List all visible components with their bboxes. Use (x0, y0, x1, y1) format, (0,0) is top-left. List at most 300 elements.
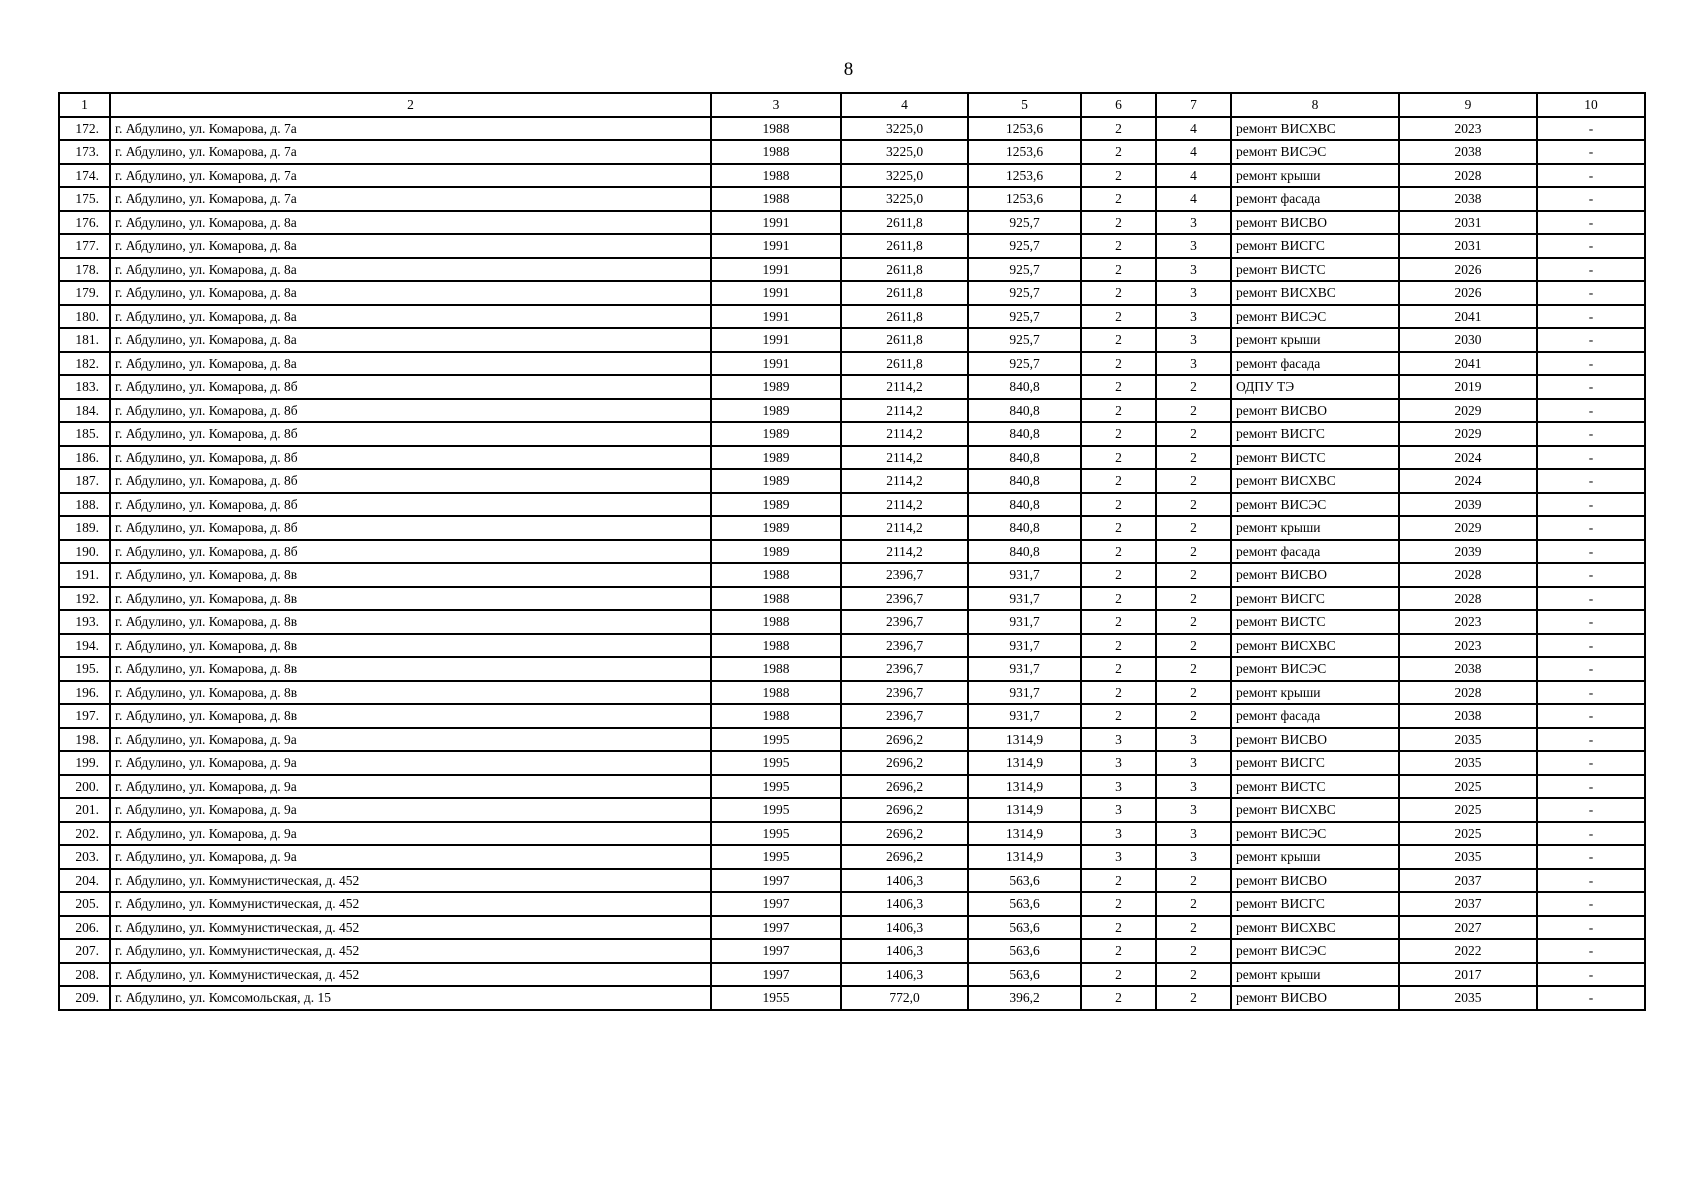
note-cell: - (1537, 469, 1645, 493)
living-area-cell: 840,8 (968, 469, 1081, 493)
living-area-cell: 931,7 (968, 587, 1081, 611)
row-number-cell: 177. (59, 234, 110, 258)
address-cell: г. Абдулино, ул. Комарова, д. 9а (110, 822, 711, 846)
row-number-cell: 202. (59, 822, 110, 846)
column-header-9: 9 (1399, 93, 1537, 117)
total-area-cell: 3225,0 (841, 187, 968, 211)
row-number-cell: 188. (59, 493, 110, 517)
year-built-cell: 1989 (711, 446, 841, 470)
entrances-count-cell: 2 (1156, 634, 1231, 658)
total-area-cell: 2611,8 (841, 328, 968, 352)
year-built-cell: 1988 (711, 610, 841, 634)
address-cell: г. Абдулино, ул. Комарова, д. 7а (110, 187, 711, 211)
planned-year-cell: 2031 (1399, 234, 1537, 258)
table-row (59, 399, 1645, 423)
work-type-cell: ремонт ВИСВО (1231, 728, 1399, 752)
floors-count-cell: 2 (1081, 657, 1156, 681)
row-number-cell: 206. (59, 916, 110, 940)
address-cell: г. Абдулино, ул. Коммунистическая, д. 452 (110, 939, 711, 963)
total-area-cell: 2114,2 (841, 493, 968, 517)
year-built-cell: 1988 (711, 187, 841, 211)
year-built-cell: 1991 (711, 328, 841, 352)
row-number-cell: 190. (59, 540, 110, 564)
living-area-cell: 563,6 (968, 916, 1081, 940)
note-cell: - (1537, 869, 1645, 893)
row-number-cell: 201. (59, 798, 110, 822)
planned-year-cell: 2029 (1399, 516, 1537, 540)
entrances-count-cell: 2 (1156, 704, 1231, 728)
note-cell: - (1537, 211, 1645, 235)
work-type-cell: ремонт ВИСТС (1231, 258, 1399, 282)
row-number-cell: 205. (59, 892, 110, 916)
table-row (59, 352, 1645, 376)
address-cell: г. Абдулино, ул. Комарова, д. 8б (110, 399, 711, 423)
page-number: 8 (843, 59, 854, 80)
work-type-cell: ремонт фасада (1231, 540, 1399, 564)
floors-count-cell: 3 (1081, 775, 1156, 799)
floors-count-cell: 2 (1081, 422, 1156, 446)
table-row (59, 610, 1645, 634)
total-area-cell: 2396,7 (841, 587, 968, 611)
note-cell: - (1537, 986, 1645, 1010)
work-type-cell: ремонт ВИСХВС (1231, 281, 1399, 305)
table-row (59, 493, 1645, 517)
address-cell: г. Абдулино, ул. Комсомольская, д. 15 (110, 986, 711, 1010)
address-cell: г. Абдулино, ул. Комарова, д. 8б (110, 516, 711, 540)
table-row (59, 281, 1645, 305)
address-cell: г. Абдулино, ул. Комарова, д. 7а (110, 140, 711, 164)
work-type-cell: ремонт ВИСВО (1231, 986, 1399, 1010)
address-cell: г. Абдулино, ул. Коммунистическая, д. 452 (110, 869, 711, 893)
note-cell: - (1537, 352, 1645, 376)
total-area-cell: 1406,3 (841, 963, 968, 987)
note-cell: - (1537, 657, 1645, 681)
living-area-cell: 931,7 (968, 610, 1081, 634)
table-row (59, 845, 1645, 869)
year-built-cell: 1995 (711, 845, 841, 869)
entrances-count-cell: 3 (1156, 751, 1231, 775)
table-row (59, 728, 1645, 752)
row-number-cell: 194. (59, 634, 110, 658)
table-row (59, 634, 1645, 658)
total-area-cell: 3225,0 (841, 164, 968, 188)
total-area-cell: 2114,2 (841, 375, 968, 399)
work-type-cell: ремонт фасада (1231, 187, 1399, 211)
total-area-cell: 2611,8 (841, 211, 968, 235)
year-built-cell: 1995 (711, 775, 841, 799)
note-cell: - (1537, 798, 1645, 822)
work-type-cell: ремонт ВИСГС (1231, 587, 1399, 611)
living-area-cell: 1314,9 (968, 798, 1081, 822)
table-row (59, 469, 1645, 493)
planned-year-cell: 2025 (1399, 822, 1537, 846)
note-cell: - (1537, 375, 1645, 399)
living-area-cell: 925,7 (968, 234, 1081, 258)
table-row (59, 187, 1645, 211)
work-type-cell: ремонт ВИСЭС (1231, 657, 1399, 681)
planned-year-cell: 2024 (1399, 469, 1537, 493)
entrances-count-cell: 2 (1156, 563, 1231, 587)
total-area-cell: 2396,7 (841, 610, 968, 634)
address-cell: г. Абдулино, ул. Комарова, д. 8б (110, 493, 711, 517)
row-number-cell: 182. (59, 352, 110, 376)
living-area-cell: 925,7 (968, 305, 1081, 329)
floors-count-cell: 2 (1081, 187, 1156, 211)
row-number-cell: 208. (59, 963, 110, 987)
living-area-cell: 931,7 (968, 704, 1081, 728)
floors-count-cell: 2 (1081, 892, 1156, 916)
entrances-count-cell: 2 (1156, 681, 1231, 705)
entrances-count-cell: 3 (1156, 258, 1231, 282)
entrances-count-cell: 2 (1156, 375, 1231, 399)
planned-year-cell: 2035 (1399, 986, 1537, 1010)
column-header-6: 6 (1081, 93, 1156, 117)
entrances-count-cell: 3 (1156, 305, 1231, 329)
living-area-cell: 840,8 (968, 446, 1081, 470)
year-built-cell: 1989 (711, 422, 841, 446)
note-cell: - (1537, 728, 1645, 752)
entrances-count-cell: 2 (1156, 610, 1231, 634)
planned-year-cell: 2022 (1399, 939, 1537, 963)
note-cell: - (1537, 493, 1645, 517)
total-area-cell: 1406,3 (841, 916, 968, 940)
address-cell: г. Абдулино, ул. Комарова, д. 8в (110, 681, 711, 705)
table-row (59, 869, 1645, 893)
planned-year-cell: 2029 (1399, 422, 1537, 446)
entrances-count-cell: 2 (1156, 657, 1231, 681)
entrances-count-cell: 2 (1156, 469, 1231, 493)
row-number-cell: 200. (59, 775, 110, 799)
planned-year-cell: 2038 (1399, 187, 1537, 211)
total-area-cell: 2696,2 (841, 822, 968, 846)
row-number-cell: 186. (59, 446, 110, 470)
address-cell: г. Абдулино, ул. Комарова, д. 8б (110, 469, 711, 493)
total-area-cell: 2611,8 (841, 305, 968, 329)
table-row (59, 211, 1645, 235)
year-built-cell: 1995 (711, 798, 841, 822)
address-cell: г. Абдулино, ул. Комарова, д. 8в (110, 657, 711, 681)
row-number-cell: 198. (59, 728, 110, 752)
work-type-cell: ремонт ВИСХВС (1231, 469, 1399, 493)
entrances-count-cell: 2 (1156, 916, 1231, 940)
row-number-cell: 174. (59, 164, 110, 188)
planned-year-cell: 2028 (1399, 164, 1537, 188)
living-area-cell: 840,8 (968, 422, 1081, 446)
planned-year-cell: 2023 (1399, 117, 1537, 141)
note-cell: - (1537, 516, 1645, 540)
floors-count-cell: 2 (1081, 869, 1156, 893)
total-area-cell: 3225,0 (841, 117, 968, 141)
floors-count-cell: 2 (1081, 704, 1156, 728)
address-cell: г. Абдулино, ул. Комарова, д. 8в (110, 610, 711, 634)
work-type-cell: ремонт ВИСТС (1231, 446, 1399, 470)
note-cell: - (1537, 258, 1645, 282)
address-cell: г. Абдулино, ул. Комарова, д. 8а (110, 305, 711, 329)
year-built-cell: 1991 (711, 305, 841, 329)
row-number-cell: 172. (59, 117, 110, 141)
entrances-count-cell: 4 (1156, 187, 1231, 211)
year-built-cell: 1989 (711, 516, 841, 540)
note-cell: - (1537, 681, 1645, 705)
year-built-cell: 1989 (711, 375, 841, 399)
note-cell: - (1537, 446, 1645, 470)
floors-count-cell: 3 (1081, 845, 1156, 869)
planned-year-cell: 2035 (1399, 751, 1537, 775)
living-area-cell: 1253,6 (968, 164, 1081, 188)
work-type-cell: ремонт ВИСГС (1231, 234, 1399, 258)
year-built-cell: 1997 (711, 869, 841, 893)
row-number-cell: 184. (59, 399, 110, 423)
address-cell: г. Абдулино, ул. Комарова, д. 8а (110, 281, 711, 305)
table-row (59, 798, 1645, 822)
table-row (59, 164, 1645, 188)
year-built-cell: 1991 (711, 234, 841, 258)
year-built-cell: 1995 (711, 751, 841, 775)
note-cell: - (1537, 892, 1645, 916)
table-row (59, 516, 1645, 540)
living-area-cell: 925,7 (968, 211, 1081, 235)
total-area-cell: 2696,2 (841, 798, 968, 822)
address-cell: г. Абдулино, ул. Комарова, д. 9а (110, 845, 711, 869)
total-area-cell: 1406,3 (841, 939, 968, 963)
address-cell: г. Абдулино, ул. Комарова, д. 8в (110, 563, 711, 587)
note-cell: - (1537, 117, 1645, 141)
address-cell: г. Абдулино, ул. Комарова, д. 8в (110, 634, 711, 658)
work-type-cell: ремонт ВИСВО (1231, 563, 1399, 587)
column-header-7: 7 (1156, 93, 1231, 117)
living-area-cell: 563,6 (968, 963, 1081, 987)
floors-count-cell: 2 (1081, 516, 1156, 540)
living-area-cell: 563,6 (968, 869, 1081, 893)
column-header-1: 1 (59, 93, 110, 117)
note-cell: - (1537, 963, 1645, 987)
floors-count-cell: 2 (1081, 634, 1156, 658)
year-built-cell: 1997 (711, 963, 841, 987)
entrances-count-cell: 3 (1156, 845, 1231, 869)
entrances-count-cell: 2 (1156, 963, 1231, 987)
note-cell: - (1537, 775, 1645, 799)
row-number-cell: 185. (59, 422, 110, 446)
row-number-cell: 176. (59, 211, 110, 235)
work-type-cell: ремонт ВИСЭС (1231, 822, 1399, 846)
table-row (59, 775, 1645, 799)
entrances-count-cell: 3 (1156, 328, 1231, 352)
row-number-cell: 195. (59, 657, 110, 681)
row-number-cell: 196. (59, 681, 110, 705)
address-cell: г. Абдулино, ул. Комарова, д. 8б (110, 422, 711, 446)
living-area-cell: 1314,9 (968, 822, 1081, 846)
table-row (59, 916, 1645, 940)
row-number-cell: 203. (59, 845, 110, 869)
year-built-cell: 1988 (711, 563, 841, 587)
planned-year-cell: 2017 (1399, 963, 1537, 987)
floors-count-cell: 2 (1081, 234, 1156, 258)
note-cell: - (1537, 164, 1645, 188)
living-area-cell: 1314,9 (968, 775, 1081, 799)
note-cell: - (1537, 845, 1645, 869)
entrances-count-cell: 2 (1156, 986, 1231, 1010)
year-built-cell: 1991 (711, 211, 841, 235)
entrances-count-cell: 2 (1156, 446, 1231, 470)
planned-year-cell: 2031 (1399, 211, 1537, 235)
entrances-count-cell: 3 (1156, 822, 1231, 846)
planned-year-cell: 2029 (1399, 399, 1537, 423)
floors-count-cell: 2 (1081, 258, 1156, 282)
floors-count-cell: 3 (1081, 822, 1156, 846)
living-area-cell: 840,8 (968, 540, 1081, 564)
row-number-cell: 173. (59, 140, 110, 164)
floors-count-cell: 2 (1081, 469, 1156, 493)
note-cell: - (1537, 822, 1645, 846)
total-area-cell: 2696,2 (841, 751, 968, 775)
work-type-cell: ремонт ВИСВО (1231, 211, 1399, 235)
row-number-cell: 179. (59, 281, 110, 305)
planned-year-cell: 2038 (1399, 140, 1537, 164)
planned-year-cell: 2028 (1399, 587, 1537, 611)
row-number-cell: 189. (59, 516, 110, 540)
living-area-cell: 1314,9 (968, 845, 1081, 869)
address-cell: г. Абдулино, ул. Коммунистическая, д. 452 (110, 916, 711, 940)
row-number-cell: 199. (59, 751, 110, 775)
table-row (59, 446, 1645, 470)
planned-year-cell: 2035 (1399, 728, 1537, 752)
year-built-cell: 1995 (711, 728, 841, 752)
entrances-count-cell: 3 (1156, 798, 1231, 822)
note-cell: - (1537, 704, 1645, 728)
entrances-count-cell: 2 (1156, 939, 1231, 963)
floors-count-cell: 2 (1081, 681, 1156, 705)
floors-count-cell: 2 (1081, 211, 1156, 235)
work-type-cell: ремонт фасада (1231, 704, 1399, 728)
entrances-count-cell: 2 (1156, 892, 1231, 916)
planned-year-cell: 2039 (1399, 540, 1537, 564)
planned-year-cell: 2025 (1399, 775, 1537, 799)
note-cell: - (1537, 305, 1645, 329)
floors-count-cell: 2 (1081, 281, 1156, 305)
row-number-cell: 191. (59, 563, 110, 587)
total-area-cell: 2396,7 (841, 657, 968, 681)
note-cell: - (1537, 328, 1645, 352)
living-area-cell: 925,7 (968, 258, 1081, 282)
planned-year-cell: 2037 (1399, 892, 1537, 916)
table-row (59, 563, 1645, 587)
living-area-cell: 925,7 (968, 352, 1081, 376)
table-row (59, 117, 1645, 141)
entrances-count-cell: 2 (1156, 493, 1231, 517)
entrances-count-cell: 3 (1156, 728, 1231, 752)
planned-year-cell: 2041 (1399, 352, 1537, 376)
total-area-cell: 1406,3 (841, 869, 968, 893)
planned-year-cell: 2035 (1399, 845, 1537, 869)
row-number-cell: 197. (59, 704, 110, 728)
entrances-count-cell: 2 (1156, 516, 1231, 540)
address-cell: г. Абдулино, ул. Комарова, д. 8а (110, 352, 711, 376)
floors-count-cell: 2 (1081, 963, 1156, 987)
work-type-cell: ремонт ВИСВО (1231, 399, 1399, 423)
year-built-cell: 1991 (711, 352, 841, 376)
planned-year-cell: 2037 (1399, 869, 1537, 893)
year-built-cell: 1991 (711, 258, 841, 282)
work-type-cell: ремонт ВИСГС (1231, 422, 1399, 446)
work-type-cell: ремонт ВИСХВС (1231, 798, 1399, 822)
work-type-cell: ремонт ВИСГС (1231, 892, 1399, 916)
total-area-cell: 2696,2 (841, 728, 968, 752)
column-header-4: 4 (841, 93, 968, 117)
address-cell: г. Абдулино, ул. Комарова, д. 8б (110, 446, 711, 470)
column-header-8: 8 (1231, 93, 1399, 117)
note-cell: - (1537, 540, 1645, 564)
total-area-cell: 2396,7 (841, 563, 968, 587)
floors-count-cell: 3 (1081, 728, 1156, 752)
living-area-cell: 925,7 (968, 281, 1081, 305)
work-type-cell: ремонт ВИСХВС (1231, 916, 1399, 940)
entrances-count-cell: 3 (1156, 211, 1231, 235)
total-area-cell: 2114,2 (841, 446, 968, 470)
work-type-cell: ремонт ВИСГС (1231, 751, 1399, 775)
entrances-count-cell: 2 (1156, 587, 1231, 611)
year-built-cell: 1988 (711, 681, 841, 705)
total-area-cell: 2396,7 (841, 634, 968, 658)
living-area-cell: 396,2 (968, 986, 1081, 1010)
planned-year-cell: 2023 (1399, 610, 1537, 634)
table-row (59, 140, 1645, 164)
floors-count-cell: 2 (1081, 305, 1156, 329)
note-cell: - (1537, 399, 1645, 423)
note-cell: - (1537, 234, 1645, 258)
table-row (59, 258, 1645, 282)
column-header-10: 10 (1537, 93, 1645, 117)
floors-count-cell: 2 (1081, 540, 1156, 564)
repair-schedule-table (58, 92, 1646, 1011)
work-type-cell: ремонт ВИСЭС (1231, 305, 1399, 329)
row-number-cell: 192. (59, 587, 110, 611)
planned-year-cell: 2027 (1399, 916, 1537, 940)
entrances-count-cell: 2 (1156, 869, 1231, 893)
total-area-cell: 2114,2 (841, 516, 968, 540)
total-area-cell: 2396,7 (841, 681, 968, 705)
work-type-cell: ремонт фасада (1231, 352, 1399, 376)
work-type-cell: ремонт крыши (1231, 516, 1399, 540)
living-area-cell: 563,6 (968, 892, 1081, 916)
floors-count-cell: 2 (1081, 352, 1156, 376)
floors-count-cell: 2 (1081, 916, 1156, 940)
note-cell: - (1537, 587, 1645, 611)
floors-count-cell: 2 (1081, 328, 1156, 352)
living-area-cell: 1253,6 (968, 187, 1081, 211)
note-cell: - (1537, 422, 1645, 446)
entrances-count-cell: 4 (1156, 140, 1231, 164)
total-area-cell: 2114,2 (841, 399, 968, 423)
address-cell: г. Абдулино, ул. Комарова, д. 8а (110, 258, 711, 282)
note-cell: - (1537, 610, 1645, 634)
row-number-cell: 209. (59, 986, 110, 1010)
row-number-cell: 178. (59, 258, 110, 282)
floors-count-cell: 2 (1081, 986, 1156, 1010)
living-area-cell: 931,7 (968, 681, 1081, 705)
work-type-cell: ремонт ВИСЭС (1231, 939, 1399, 963)
year-built-cell: 1997 (711, 939, 841, 963)
table-row (59, 822, 1645, 846)
work-type-cell: ремонт ВИСХВС (1231, 634, 1399, 658)
total-area-cell: 2114,2 (841, 469, 968, 493)
address-cell: г. Абдулино, ул. Комарова, д. 9а (110, 775, 711, 799)
living-area-cell: 563,6 (968, 939, 1081, 963)
entrances-count-cell: 2 (1156, 540, 1231, 564)
address-cell: г. Абдулино, ул. Комарова, д. 9а (110, 751, 711, 775)
year-built-cell: 1989 (711, 540, 841, 564)
planned-year-cell: 2039 (1399, 493, 1537, 517)
note-cell: - (1537, 939, 1645, 963)
